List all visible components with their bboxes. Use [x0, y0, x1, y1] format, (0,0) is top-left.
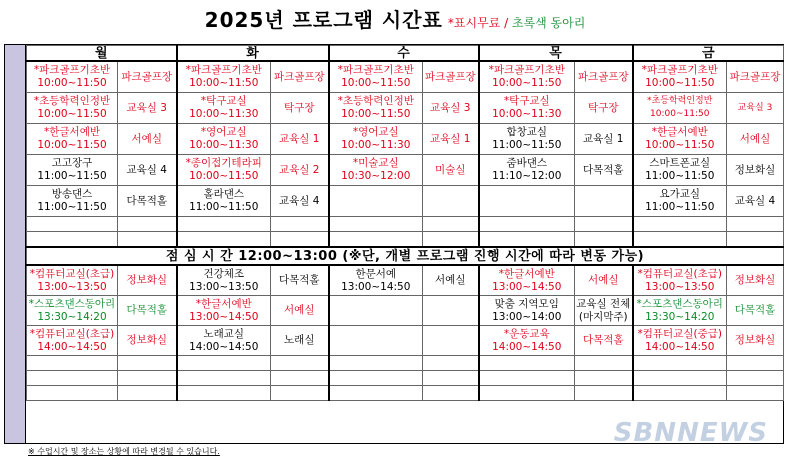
morning-row: [27, 124, 784, 155]
empty-cell: [271, 217, 329, 232]
program-time: 11:00~11:50: [645, 170, 715, 182]
program-name: *한글서예반: [44, 126, 100, 138]
room-cell: [118, 124, 177, 155]
schedule-frame: [4, 44, 784, 444]
program-name: *미술교실: [352, 157, 399, 169]
program-cell: [633, 124, 727, 155]
program-cell: [329, 93, 423, 124]
empty-cell: [118, 217, 177, 232]
room-name: 교육실 1: [430, 132, 471, 145]
program-cell: [177, 124, 271, 155]
room-name: 정보화실: [734, 163, 776, 176]
room-cell: [118, 155, 177, 186]
room-cell: [575, 296, 633, 326]
empty-cell: [27, 371, 118, 386]
program-cell: [329, 265, 423, 296]
room-name: 파크골프장: [729, 70, 781, 83]
program-cell: [479, 93, 575, 124]
room-name: 노래실: [284, 334, 315, 346]
program-cell: [479, 326, 575, 356]
program-name: 홀라댄스: [203, 188, 245, 200]
program-name: *컴퓨터교실(초급): [637, 267, 722, 280]
room-name: 파크골프장: [424, 70, 476, 83]
program-time: 13:00~13:50: [645, 280, 715, 293]
empty-cell: [118, 386, 177, 401]
program-name: *파크골프기초반: [641, 64, 718, 76]
empty-cell: [633, 356, 727, 371]
program-name: *한글서예반: [498, 267, 555, 280]
empty-cell: [479, 217, 575, 232]
room-name: 서예실: [588, 274, 619, 286]
room-cell: [118, 93, 177, 124]
room-cell: [727, 186, 784, 217]
program-name: 노래교실: [203, 327, 245, 340]
program-cell: [329, 124, 423, 155]
program-cell: [633, 296, 727, 326]
program-cell: [177, 326, 271, 356]
program-cell: [479, 296, 575, 326]
room-name: 교육실 3: [126, 101, 167, 114]
day-header: 화: [177, 46, 329, 62]
program-time: 10:00~11:50: [645, 77, 715, 89]
program-cell: [27, 326, 118, 356]
program-time: 14:00~14:50: [189, 340, 259, 353]
program-time: 11:00~11:50: [37, 170, 107, 182]
program-name: *한글서예반: [651, 126, 708, 138]
room-cell: [575, 326, 633, 356]
program-name: *컴퓨터교실(초급): [29, 327, 115, 340]
morning-row: [27, 61, 784, 93]
empty-cell: [575, 217, 633, 232]
empty-cell: [727, 356, 784, 371]
program-time: 13:00~13:50: [37, 280, 107, 293]
morning-row: [27, 186, 784, 217]
empty-cell: [271, 232, 329, 248]
afternoon-row: [27, 326, 784, 356]
room-cell: [727, 124, 784, 155]
room-cell: [423, 93, 479, 124]
empty-cell: [727, 371, 784, 386]
schedule-sidebar: [5, 45, 26, 443]
room-name: 정보화실: [734, 274, 776, 286]
empty-cell: [271, 386, 329, 401]
program-name: 건강체조: [203, 267, 245, 280]
room-cell: [423, 265, 479, 296]
program-name: 맞춤 지역모임: [494, 297, 559, 310]
room-name: 파크골프장: [273, 70, 325, 83]
room-name: 교육실 3: [430, 101, 471, 114]
program-cell: [329, 326, 423, 356]
empty-cell: [479, 386, 575, 401]
watermark: SBNNEWS: [613, 418, 768, 448]
room-name: 교육실 4: [279, 194, 320, 207]
program-time: 11:00~11:50: [37, 201, 107, 213]
empty-cell: [479, 371, 575, 386]
program-time: 10:00~11:50: [37, 108, 107, 120]
program-cell: [27, 124, 118, 155]
program-cell: [479, 265, 575, 296]
program-time: 13:00~14:00: [492, 310, 562, 323]
program-time: 13:00~14:50: [341, 280, 411, 293]
program-cell: [479, 155, 575, 186]
program-name: 요가교실: [659, 188, 701, 200]
program-name: *스포츠댄스동아리: [636, 297, 723, 310]
room-name: 교육실 1: [583, 132, 624, 145]
empty-cell: [271, 356, 329, 371]
empty-cell: [177, 371, 271, 386]
room-name: 탁구장: [588, 101, 619, 114]
program-cell: [633, 93, 727, 124]
program-cell: [177, 155, 271, 186]
program-time: 10:00~11:50: [37, 77, 107, 89]
empty-row: [27, 356, 784, 371]
program-cell: [27, 93, 118, 124]
day-header: 목: [479, 46, 633, 62]
empty-row: [27, 217, 784, 232]
program-name: 스마트폰교실: [649, 157, 711, 169]
program-time: 11:00~11:50: [189, 201, 259, 213]
program-cell: [479, 186, 575, 217]
lunch-row: [27, 247, 784, 265]
empty-cell: [479, 232, 575, 248]
program-time: 10:00~11:50: [650, 109, 710, 119]
program-cell: [329, 186, 423, 217]
room-cell: [423, 186, 479, 217]
program-name: *영어교실: [200, 126, 247, 138]
day-header: 월: [27, 46, 177, 62]
day-header: 수: [329, 46, 479, 62]
program-cell: [27, 61, 118, 93]
program-cell: [479, 124, 575, 155]
program-time: 11:00~11:50: [492, 139, 562, 151]
program-time: 10:00~11:50: [492, 77, 562, 89]
room-cell: [727, 93, 784, 124]
page-title: [0, 4, 790, 33]
program-time: 10:00~11:50: [341, 108, 411, 120]
empty-cell: [575, 356, 633, 371]
program-cell: [633, 265, 727, 296]
room-name: 교육실 1: [279, 132, 320, 145]
program-cell: [329, 296, 423, 326]
program-cell: [27, 155, 118, 186]
room-name: 교육실 2: [279, 163, 320, 176]
program-time: 13:30~14:20: [645, 310, 715, 323]
empty-cell: [271, 371, 329, 386]
room-name: 교육실 4: [734, 194, 776, 207]
program-name: *파크골프기초반: [337, 64, 414, 76]
program-time: 14:00~14:50: [645, 340, 715, 353]
program-name: *초등학력인정반: [337, 95, 414, 107]
program-name: 한문서예: [355, 267, 397, 280]
day-header-row: [27, 46, 784, 62]
program-name: *종이접기테라피: [185, 157, 262, 169]
room-cell: [118, 61, 177, 93]
empty-cell: [423, 386, 479, 401]
empty-cell: [423, 356, 479, 371]
room-cell: [271, 326, 329, 356]
program-name: *파크골프기초반: [33, 64, 111, 76]
program-name: *운동교육: [503, 327, 550, 340]
empty-cell: [727, 217, 784, 232]
program-name: *스포츠댄스동아리: [28, 297, 116, 310]
program-name: *파크골프기초반: [488, 64, 565, 76]
program-name: *파크골프기초반: [185, 64, 262, 76]
empty-cell: [727, 232, 784, 248]
room-name: 다목적홀: [582, 334, 624, 346]
program-time: 10:00~11:50: [189, 170, 259, 182]
empty-cell: [423, 371, 479, 386]
lunch-notice: 점 심 시 간 12:00~13:00 (※단, 개별 프로그램 진행 시간에 따라 변동 가능): [27, 247, 784, 265]
room-cell: [727, 265, 784, 296]
room-name: 서예실: [435, 274, 466, 286]
empty-cell: [329, 356, 423, 371]
program-cell: [177, 93, 271, 124]
room-name: 다목적홀: [278, 274, 320, 286]
empty-cell: [329, 232, 423, 248]
room-name: 다목적홀: [582, 163, 624, 176]
room-cell: [575, 124, 633, 155]
room-name: 교육실 4: [126, 163, 167, 176]
room-cell: [118, 265, 177, 296]
program-time: 13:00~13:50: [189, 280, 259, 293]
room-name: 교육실 전체 (마지막주): [576, 297, 631, 323]
schedule-title: 2025년 프로그램 시간표: [204, 8, 443, 32]
room-cell: [271, 61, 329, 93]
morning-row: [27, 155, 784, 186]
room-name: 파크골프장: [121, 70, 173, 83]
program-time: 14:00~14:50: [37, 340, 107, 353]
room-cell: [423, 61, 479, 93]
empty-cell: [118, 371, 177, 386]
room-cell: [271, 186, 329, 217]
program-cell: [177, 265, 271, 296]
program-cell: [177, 61, 271, 93]
room-cell: [423, 124, 479, 155]
program-time: 10:00~11:30: [492, 108, 562, 120]
program-time: 10:00~11:50: [37, 139, 107, 151]
program-cell: [633, 61, 727, 93]
room-name: 서예실: [284, 304, 315, 316]
program-cell: [177, 296, 271, 326]
room-name: 탁구장: [284, 101, 315, 114]
program-time: 10:00~11:30: [189, 108, 259, 120]
program-name: 합창교실: [506, 126, 548, 138]
room-name: 서예실: [131, 132, 162, 145]
empty-row: [27, 232, 784, 248]
empty-cell: [575, 232, 633, 248]
legend-separator: /: [500, 16, 512, 30]
empty-row: [27, 371, 784, 386]
empty-cell: [118, 232, 177, 248]
morning-row: [27, 93, 784, 124]
room-name: 파크골프장: [577, 70, 629, 83]
program-name: *영어교실: [352, 126, 399, 138]
room-cell: [575, 186, 633, 217]
program-cell: [633, 155, 727, 186]
program-time: 10:30~12:00: [341, 170, 411, 182]
program-name: *컴퓨터교실(초급): [29, 267, 115, 280]
empty-cell: [423, 232, 479, 248]
empty-cell: [479, 356, 575, 371]
program-name: 줌바댄스: [506, 157, 548, 169]
schedule-table: [26, 45, 784, 401]
empty-cell: [27, 386, 118, 401]
room-cell: [118, 326, 177, 356]
empty-cell: [633, 217, 727, 232]
room-cell: [271, 124, 329, 155]
room-cell: [575, 265, 633, 296]
room-name: 정보화실: [126, 334, 168, 346]
room-cell: [118, 186, 177, 217]
empty-cell: [329, 217, 423, 232]
program-time: 13:00~14:50: [189, 310, 259, 323]
program-cell: [329, 155, 423, 186]
program-cell: [27, 265, 118, 296]
program-time: 11:00~11:50: [645, 201, 715, 213]
program-name: *탁구교실: [200, 95, 247, 107]
program-cell: [633, 326, 727, 356]
empty-cell: [177, 232, 271, 248]
room-cell: [423, 326, 479, 356]
program-time: 10:00~11:50: [341, 77, 411, 89]
room-cell: [727, 155, 784, 186]
empty-cell: [27, 217, 118, 232]
room-cell: [575, 61, 633, 93]
program-time: 13:30~14:20: [37, 310, 107, 323]
program-name: *한글서예반: [195, 297, 252, 310]
program-time: 10:00~11:30: [189, 139, 259, 151]
afternoon-row: [27, 265, 784, 296]
empty-cell: [423, 217, 479, 232]
empty-cell: [329, 386, 423, 401]
legend-club: 초록색 동아리: [511, 16, 586, 30]
empty-cell: [633, 386, 727, 401]
room-name: 다목적홀: [126, 194, 168, 207]
program-name: *초등학력인정반: [647, 96, 713, 106]
program-name: *초등학력인정반: [33, 95, 111, 107]
program-time: 11:10~12:00: [492, 170, 562, 182]
room-name: 정보화실: [126, 274, 168, 286]
room-name: 다목적홀: [126, 304, 168, 316]
afternoon-row: [27, 296, 784, 326]
room-cell: [118, 296, 177, 326]
empty-cell: [633, 232, 727, 248]
room-name: 정보화실: [734, 334, 776, 346]
program-name: *탁구교실: [503, 95, 550, 107]
room-name: 서예실: [739, 132, 771, 145]
room-name: 미술실: [435, 163, 466, 176]
room-cell: [727, 296, 784, 326]
empty-cell: [727, 386, 784, 401]
program-cell: [27, 296, 118, 326]
empty-cell: [329, 371, 423, 386]
program-time: 14:00~14:50: [492, 340, 562, 353]
empty-cell: [575, 386, 633, 401]
program-name: 방송댄스: [51, 188, 93, 200]
room-name: 교육실 3: [737, 102, 773, 113]
program-cell: [479, 61, 575, 93]
program-name: *컴퓨터교실(중급): [637, 327, 722, 340]
room-cell: [575, 155, 633, 186]
room-cell: [271, 265, 329, 296]
room-cell: [423, 155, 479, 186]
day-header: 금: [633, 46, 784, 62]
program-cell: [329, 61, 423, 93]
room-name: 다목적홀: [734, 304, 776, 316]
program-time: 13:00~14:50: [492, 280, 562, 293]
room-cell: [423, 296, 479, 326]
program-time: 10:00~11:50: [189, 77, 259, 89]
program-cell: [177, 186, 271, 217]
empty-cell: [27, 356, 118, 371]
room-cell: [271, 155, 329, 186]
empty-cell: [118, 356, 177, 371]
program-time: 10:00~11:50: [645, 139, 715, 151]
room-cell: [271, 296, 329, 326]
program-cell: [633, 186, 727, 217]
empty-row: [27, 386, 784, 401]
room-cell: [727, 61, 784, 93]
empty-cell: [27, 232, 118, 248]
room-cell: [271, 93, 329, 124]
room-cell: [727, 326, 784, 356]
program-time: 10:00~11:30: [341, 139, 411, 151]
empty-cell: [177, 386, 271, 401]
room-cell: [575, 93, 633, 124]
empty-cell: [575, 371, 633, 386]
footnote: ※ 수업시간 및 장소는 상황에 따라 변경될 수 있습니다.: [28, 447, 220, 456]
program-name: 고고장구: [51, 157, 93, 169]
empty-cell: [177, 356, 271, 371]
empty-cell: [633, 371, 727, 386]
legend-free: *표시무료: [447, 16, 501, 30]
empty-cell: [177, 217, 271, 232]
program-cell: [27, 186, 118, 217]
